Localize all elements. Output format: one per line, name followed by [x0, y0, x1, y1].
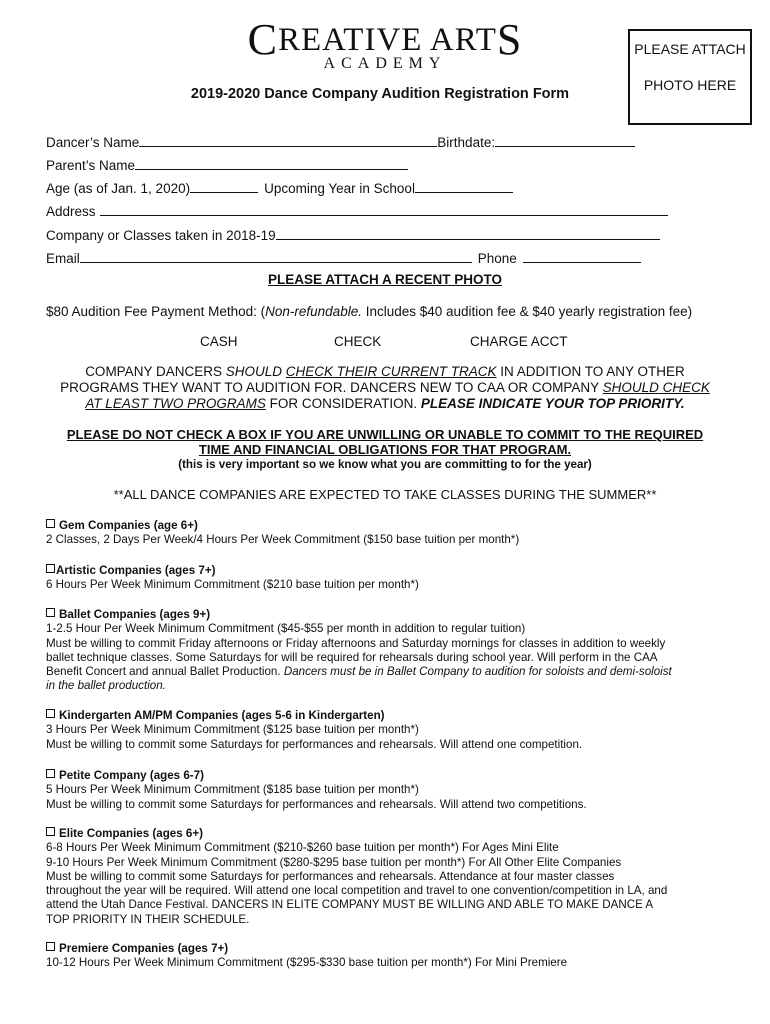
- payment-charge-acct[interactable]: CHARGE ACCT: [470, 334, 568, 349]
- warning-line3: (this is very important so we know what you are committing to for the year): [178, 458, 592, 471]
- notice-text: PROGRAMS THEY WANT TO AUDITION FOR. DANCERS NEW TO CAA OR COMPANY: [60, 380, 603, 395]
- logo-final: S: [496, 15, 523, 64]
- fee-nonrefundable: Non-refundable.: [265, 304, 362, 319]
- row-dancer-name: [46, 134, 635, 151]
- notice-should: SHOULD: [225, 364, 282, 379]
- fee-line: [46, 304, 692, 320]
- parent-name-field[interactable]: [135, 157, 408, 170]
- address-field[interactable]: [100, 203, 668, 216]
- summer-notice: **ALL DANCE COMPANIES ARE EXPECTED TO TAKE CLASSES DURING THE SUMMER**: [113, 487, 657, 502]
- company-classes-field[interactable]: [276, 227, 660, 240]
- program-detail: Must be willing to commit some Saturdays for performances and rehearsals. Attendance at four master classes: [46, 869, 615, 883]
- birthdate-field[interactable]: [495, 134, 635, 147]
- photo-box-line2: PHOTO HERE: [643, 77, 737, 93]
- program-petite: [46, 769, 736, 812]
- program-detail: throughout the year will be required. Will attend one local competition and travel to one convention/competition in LA, and: [46, 884, 668, 898]
- ballet-checkbox[interactable]: [46, 608, 55, 617]
- program-heading: Artistic Companies (ages 7+): [56, 564, 216, 577]
- birthdate-label: Birthdate:: [437, 135, 496, 150]
- logo-subtitle: ACADEMY: [323, 55, 447, 72]
- parent-name-label: Parent’s Name: [46, 158, 136, 173]
- program-heading: Premiere Companies (ages 7+): [59, 942, 229, 955]
- kindergarten-checkbox[interactable]: [46, 709, 55, 718]
- notice-text: FOR CONSIDERATION.: [265, 396, 421, 411]
- program-detail: 3 Hours Per Week Minimum Commitment ($125 base tuition per month*): [46, 723, 419, 737]
- warning-line2: TIME AND FINANCIAL OBLIGATIONS FOR THAT PROGRAM.: [198, 442, 572, 457]
- notice-two-programs: AT LEAST TWO PROGRAMS: [85, 396, 266, 411]
- premiere-checkbox[interactable]: [46, 942, 55, 951]
- form-title: 2019-2020 Dance Company Audition Registration Form: [190, 86, 570, 102]
- notice-text: IN ADDITION TO ANY OTHER: [496, 364, 685, 379]
- program-detail: Must be willing to commit some Saturdays for performances and rehearsals. Will attend one competition.: [46, 737, 583, 751]
- program-heading: Gem Companies (age 6+): [59, 519, 198, 532]
- payment-check[interactable]: CHECK: [334, 334, 382, 349]
- warning-line1: PLEASE DO NOT CHECK A BOX IF YOU ARE UNWILLING OR UNABLE TO COMMIT TO THE REQUIRED: [66, 427, 704, 442]
- program-detail: 6-8 Hours Per Week Minimum Commitment ($210-$260 base tuition per month*) For Ages Mini Elite: [46, 841, 559, 855]
- program-detail: 1-2.5 Hour Per Week Minimum Commitment ($45-$55 per month in addition to regular tuition): [46, 622, 526, 636]
- address-label: Address: [46, 204, 96, 219]
- elite-checkbox[interactable]: [46, 827, 55, 836]
- phone-field[interactable]: [523, 250, 641, 263]
- row-email: [46, 250, 641, 267]
- program-detail-italic: Dancers must be in Ballet Company to audition for soloists and demi-soloist: [283, 665, 672, 679]
- logo-initial: C: [247, 15, 278, 64]
- dancer-name-label: Dancer’s Name: [46, 135, 140, 150]
- program-heading: Kindergarten AM/PM Companies (ages 5-6 in Kindergarten): [59, 709, 385, 722]
- fee-suffix: Includes $40 audition fee & $40 yearly registration fee): [361, 304, 693, 319]
- program-artistic: [46, 564, 736, 593]
- phone-label: Phone: [477, 251, 517, 266]
- age-field[interactable]: [190, 180, 258, 193]
- commit-warning: [0, 427, 770, 472]
- program-elite: [46, 827, 736, 927]
- email-field[interactable]: [80, 250, 472, 263]
- program-detail: 5 Hours Per Week Minimum Commitment ($185 base tuition per month*): [46, 783, 419, 797]
- program-heading: Ballet Companies (ages 9+): [59, 608, 211, 621]
- program-kindergarten: [46, 709, 736, 752]
- row-company-classes: [46, 227, 660, 244]
- program-ballet: [46, 608, 736, 694]
- gem-checkbox[interactable]: [46, 519, 55, 528]
- program-detail: ballet technique classes. Some Saturdays for will be required for rehearsals during school year. Will perform in the CAA: [46, 650, 658, 664]
- dancer-name-field[interactable]: [139, 134, 437, 147]
- company-notice: [0, 364, 770, 412]
- program-detail: TOP PRIORITY IN THEIR SCHEDULE.: [46, 912, 250, 926]
- row-age: [46, 180, 513, 197]
- company-classes-label: Company or Classes taken in 2018-19: [46, 228, 276, 243]
- program-heading: Petite Company (ages 6-7): [59, 769, 204, 782]
- attach-photo-notice: PLEASE ATTACH A RECENT PHOTO: [267, 272, 502, 287]
- program-detail: 9-10 Hours Per Week Minimum Commitment ($280-$295 base tuition per month*) For All Other Elite Companies: [46, 855, 622, 869]
- photo-placeholder-box[interactable]: [628, 29, 752, 125]
- photo-box-line1: PLEASE ATTACH: [634, 41, 746, 57]
- payment-cash[interactable]: CASH: [200, 334, 238, 349]
- fee-prefix: $80 Audition Fee Payment Method: (: [46, 304, 266, 319]
- row-address: [46, 203, 668, 220]
- program-heading: Elite Companies (ages 6+): [59, 827, 204, 840]
- program-detail: 2 Classes, 2 Days Per Week/4 Hours Per Week Commitment ($150 base tuition per month*): [46, 533, 520, 547]
- petite-checkbox[interactable]: [46, 769, 55, 778]
- artistic-checkbox[interactable]: [46, 564, 55, 573]
- notice-check-current-track: CHECK THEIR CURRENT TRACK: [285, 364, 497, 379]
- row-parent-name: [46, 157, 408, 174]
- notice-should-check: SHOULD CHECK: [602, 380, 710, 395]
- notice-top-priority: PLEASE INDICATE YOUR TOP PRIORITY.: [420, 396, 685, 411]
- email-label: Email: [46, 251, 80, 266]
- logo-text: REATIVE ART: [277, 22, 497, 58]
- program-gem: [46, 519, 736, 548]
- program-detail: Must be willing to commit Friday afternoons or Friday afternoons and Saturday mornings for classes in addition to weekly: [46, 636, 666, 650]
- program-detail: Benefit Concert and annual Ballet Production.: [46, 665, 284, 679]
- notice-text: COMPANY DANCERS: [85, 364, 226, 379]
- program-detail-italic: in the ballet production.: [46, 679, 166, 693]
- program-detail: attend the Utah Dance Festival. DANCERS IN ELITE COMPANY MUST BE WILLING AND ABLE TO MAKE DANCE A: [46, 898, 654, 912]
- program-premiere: [46, 942, 736, 971]
- age-label: Age (as of Jan. 1, 2020): [46, 181, 191, 196]
- program-detail: 6 Hours Per Week Minimum Commitment ($210 base tuition per month*): [46, 578, 419, 592]
- upcoming-year-field[interactable]: [415, 180, 513, 193]
- upcoming-year-label: Upcoming Year in School: [264, 181, 415, 196]
- program-detail: Must be willing to commit some Saturdays for performances and rehearsals. Will attend two competitions.: [46, 797, 587, 811]
- program-detail: 10-12 Hours Per Week Minimum Commitment ($295-$330 base tuition per month*) For Mini Premiere: [46, 956, 568, 970]
